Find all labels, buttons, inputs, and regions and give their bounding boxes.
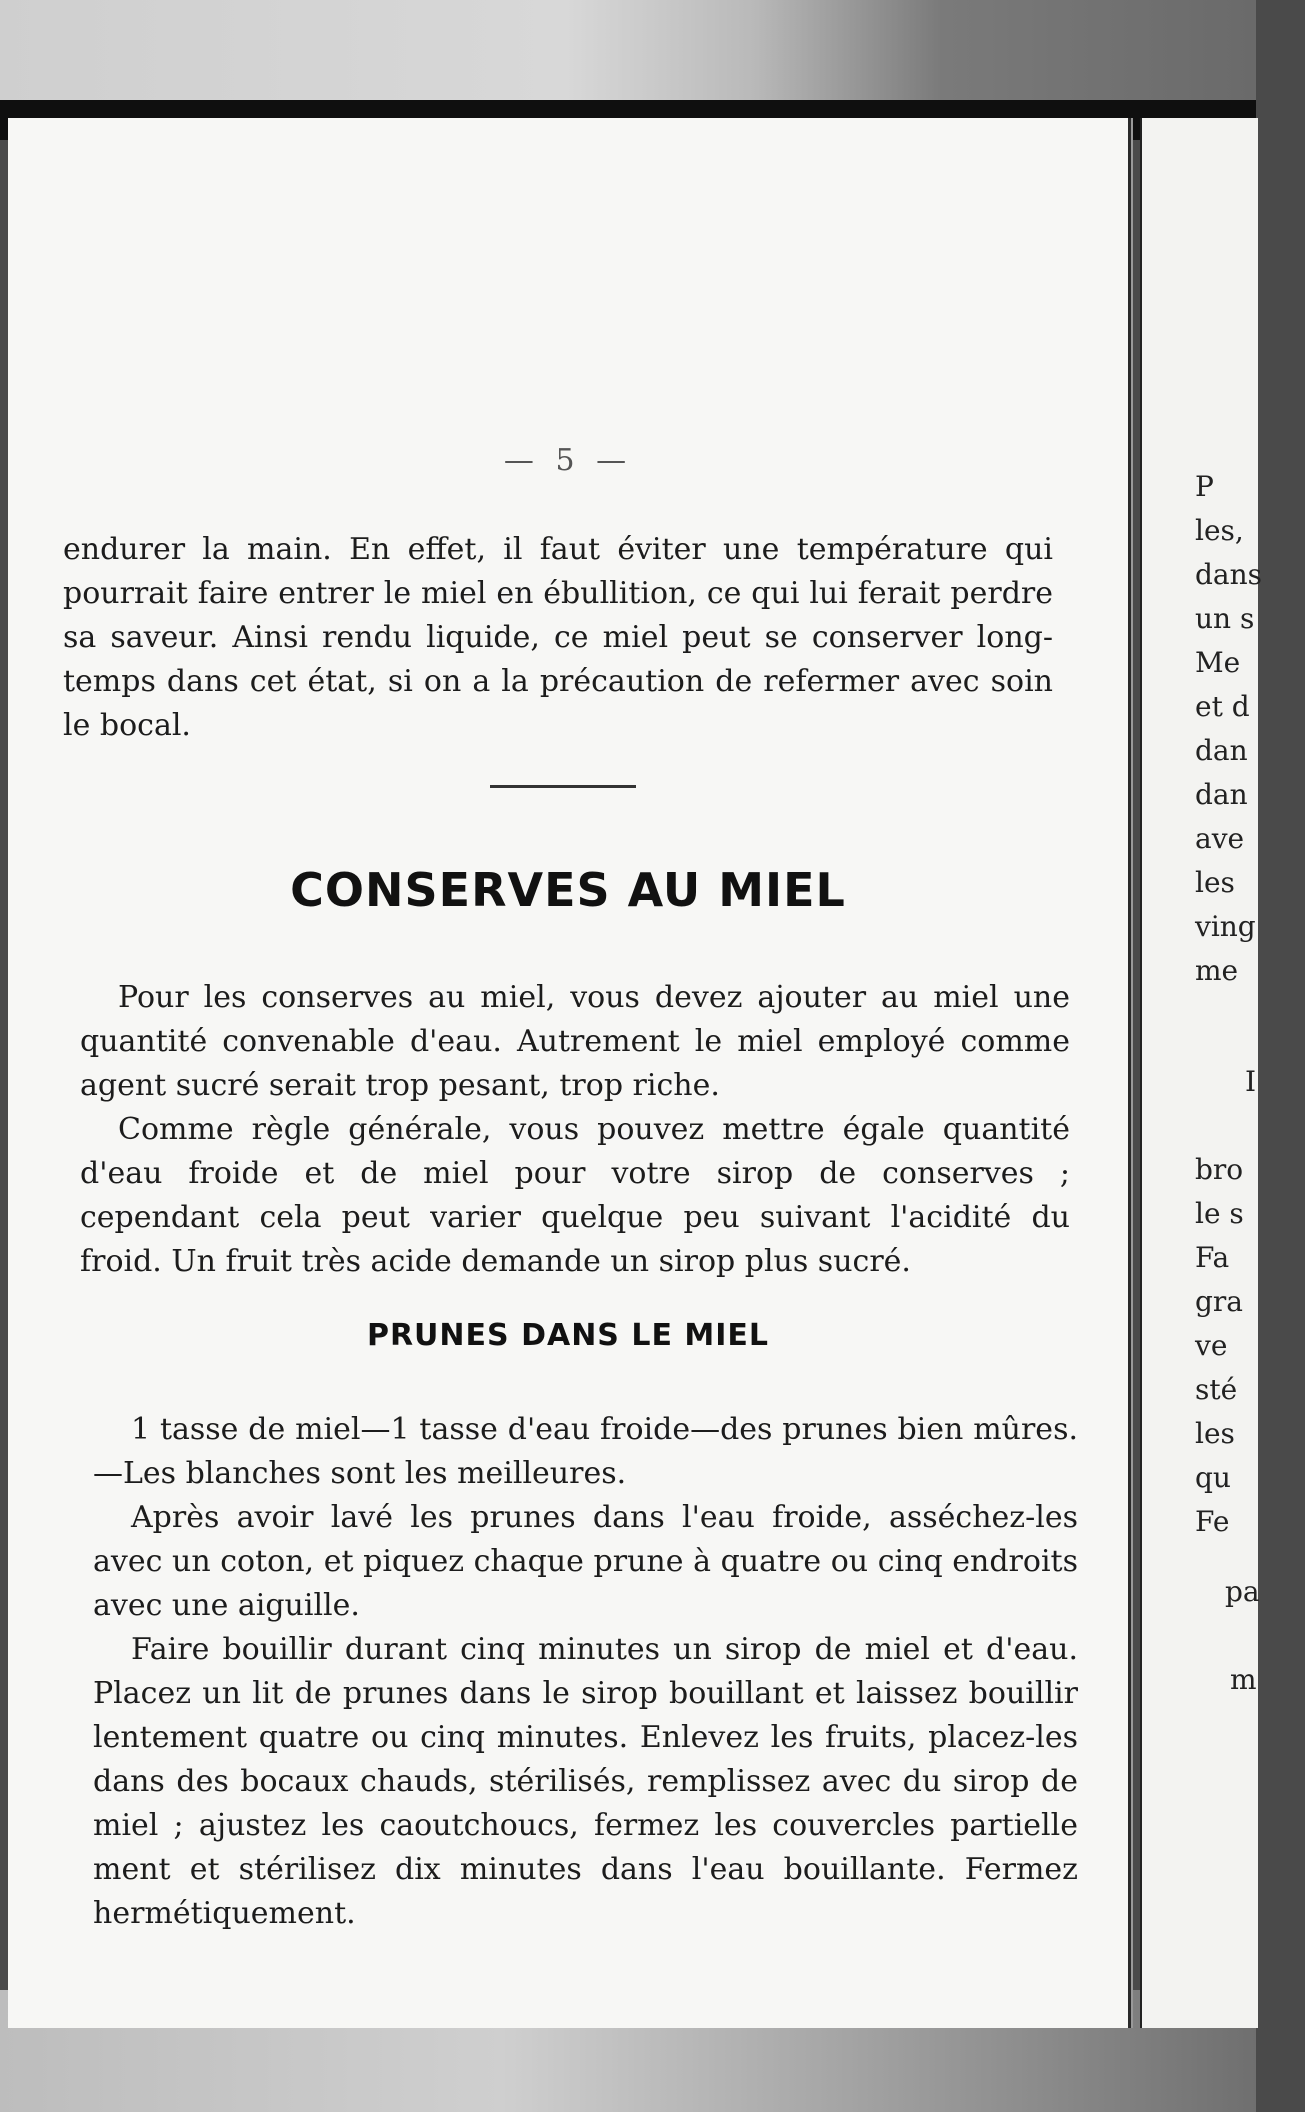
adjacent-fragment: P	[1195, 470, 1214, 503]
intro-line: endurer la main. En effet, il faut éviter une température qui	[63, 532, 1053, 567]
adjacent-fragment: Me	[1195, 646, 1241, 679]
recipe-paragraph: 1 tasse de miel—1 tasse d'eau froide—des prunes bien mûres.—Les blanches sont les meilleures.	[93, 1412, 1078, 1491]
adjacent-page-text-top	[1195, 465, 1263, 993]
adjacent-fragment: ving	[1195, 910, 1256, 943]
adjacent-fragment: ave	[1195, 822, 1245, 855]
adjacent-fragment: me	[1195, 954, 1239, 987]
section-paragraph: Comme règle générale, vous pouvez mettre égale quantité d'eau froide et de miel pour votre sirop de conserves ; cependant cela peut varier quelque peu suivant l'acidité du froid. Un fruit très acide demande un sirop plus sucré.	[80, 1112, 1070, 1279]
recipe-title: PRUNES DANS LE MIEL	[366, 1318, 770, 1353]
adjacent-fragment: ve	[1195, 1329, 1228, 1362]
intro-line: le bocal.	[63, 708, 191, 743]
adjacent-fragment: bro	[1195, 1153, 1244, 1186]
intro-line: temps dans cet état, si on a la précaution de refermer avec soin	[63, 664, 1053, 699]
adjacent-fragment: le s	[1195, 1197, 1244, 1230]
adjacent-fragment: dans	[1195, 558, 1263, 591]
book-page-left	[8, 118, 1131, 2028]
adjacent-fragment: les	[1195, 866, 1235, 899]
adjacent-page-text-bottom	[1215, 1060, 1305, 1104]
adjacent-fragment: I	[1245, 1065, 1257, 1098]
section-body	[80, 976, 1070, 1284]
section-divider	[490, 785, 636, 788]
section-title: CONSERVES AU MIEL	[290, 863, 846, 917]
page-number: — 5 —	[503, 443, 633, 478]
recipe-paragraph: Faire bouillir durant cinq minutes un sirop de miel et d'eau. Placez un lit de prunes dans le sirop bouillant et laissez bouillir lentement quatre ou cinq minutes. Enlevez les fruits, placez-les dans des bocaux chauds, stérilisés, remplissez avec du sirop de miel ; ajustez les caoutchoucs, fermez les couvercles partielle ment et stérilisez dix minutes dans l'eau bouillante. Fermez hermétiquement.	[93, 1632, 1078, 1931]
adjacent-fragment: Fa	[1195, 1241, 1230, 1274]
intro-text	[63, 528, 1053, 748]
intro-line: pourrait faire entrer le miel en ébullition, ce qui lui ferait perdre	[63, 576, 1053, 611]
adjacent-page-text-bottom-3	[1225, 1570, 1285, 1614]
adjacent-fragment: qu	[1195, 1461, 1231, 1494]
adjacent-fragment: sté	[1195, 1373, 1238, 1406]
adjacent-fragment: un s	[1195, 602, 1255, 635]
adjacent-page-text-bottom-2	[1195, 1148, 1255, 1544]
adjacent-fragment: Fe	[1195, 1505, 1230, 1538]
section-paragraph: Pour les conserves au miel, vous devez ajouter au miel une quantité convenable d'eau. Autrement le miel employé comme agent sucré serait trop pesant, trop riche.	[80, 980, 1070, 1103]
adjacent-page-text-bottom-4	[1230, 1658, 1290, 1702]
adjacent-fragment: les	[1195, 1417, 1235, 1450]
adjacent-fragment: pa	[1225, 1575, 1260, 1608]
recipe-paragraph: Après avoir lavé les prunes dans l'eau froide, asséchez-les avec un coton, et piquez chaque prune à quatre ou cinq endroits avec une aiguille.	[93, 1500, 1078, 1623]
adjacent-fragment: m	[1230, 1663, 1257, 1696]
adjacent-fragment: dan	[1195, 734, 1248, 767]
adjacent-fragment: les,	[1195, 514, 1244, 547]
adjacent-fragment: dan	[1195, 778, 1248, 811]
recipe-body	[93, 1408, 1078, 1936]
intro-line: sa saveur. Ainsi rendu liquide, ce miel peut se conserver long-	[63, 620, 1053, 655]
adjacent-fragment: et d	[1195, 690, 1250, 723]
adjacent-fragment: gra	[1195, 1285, 1244, 1318]
